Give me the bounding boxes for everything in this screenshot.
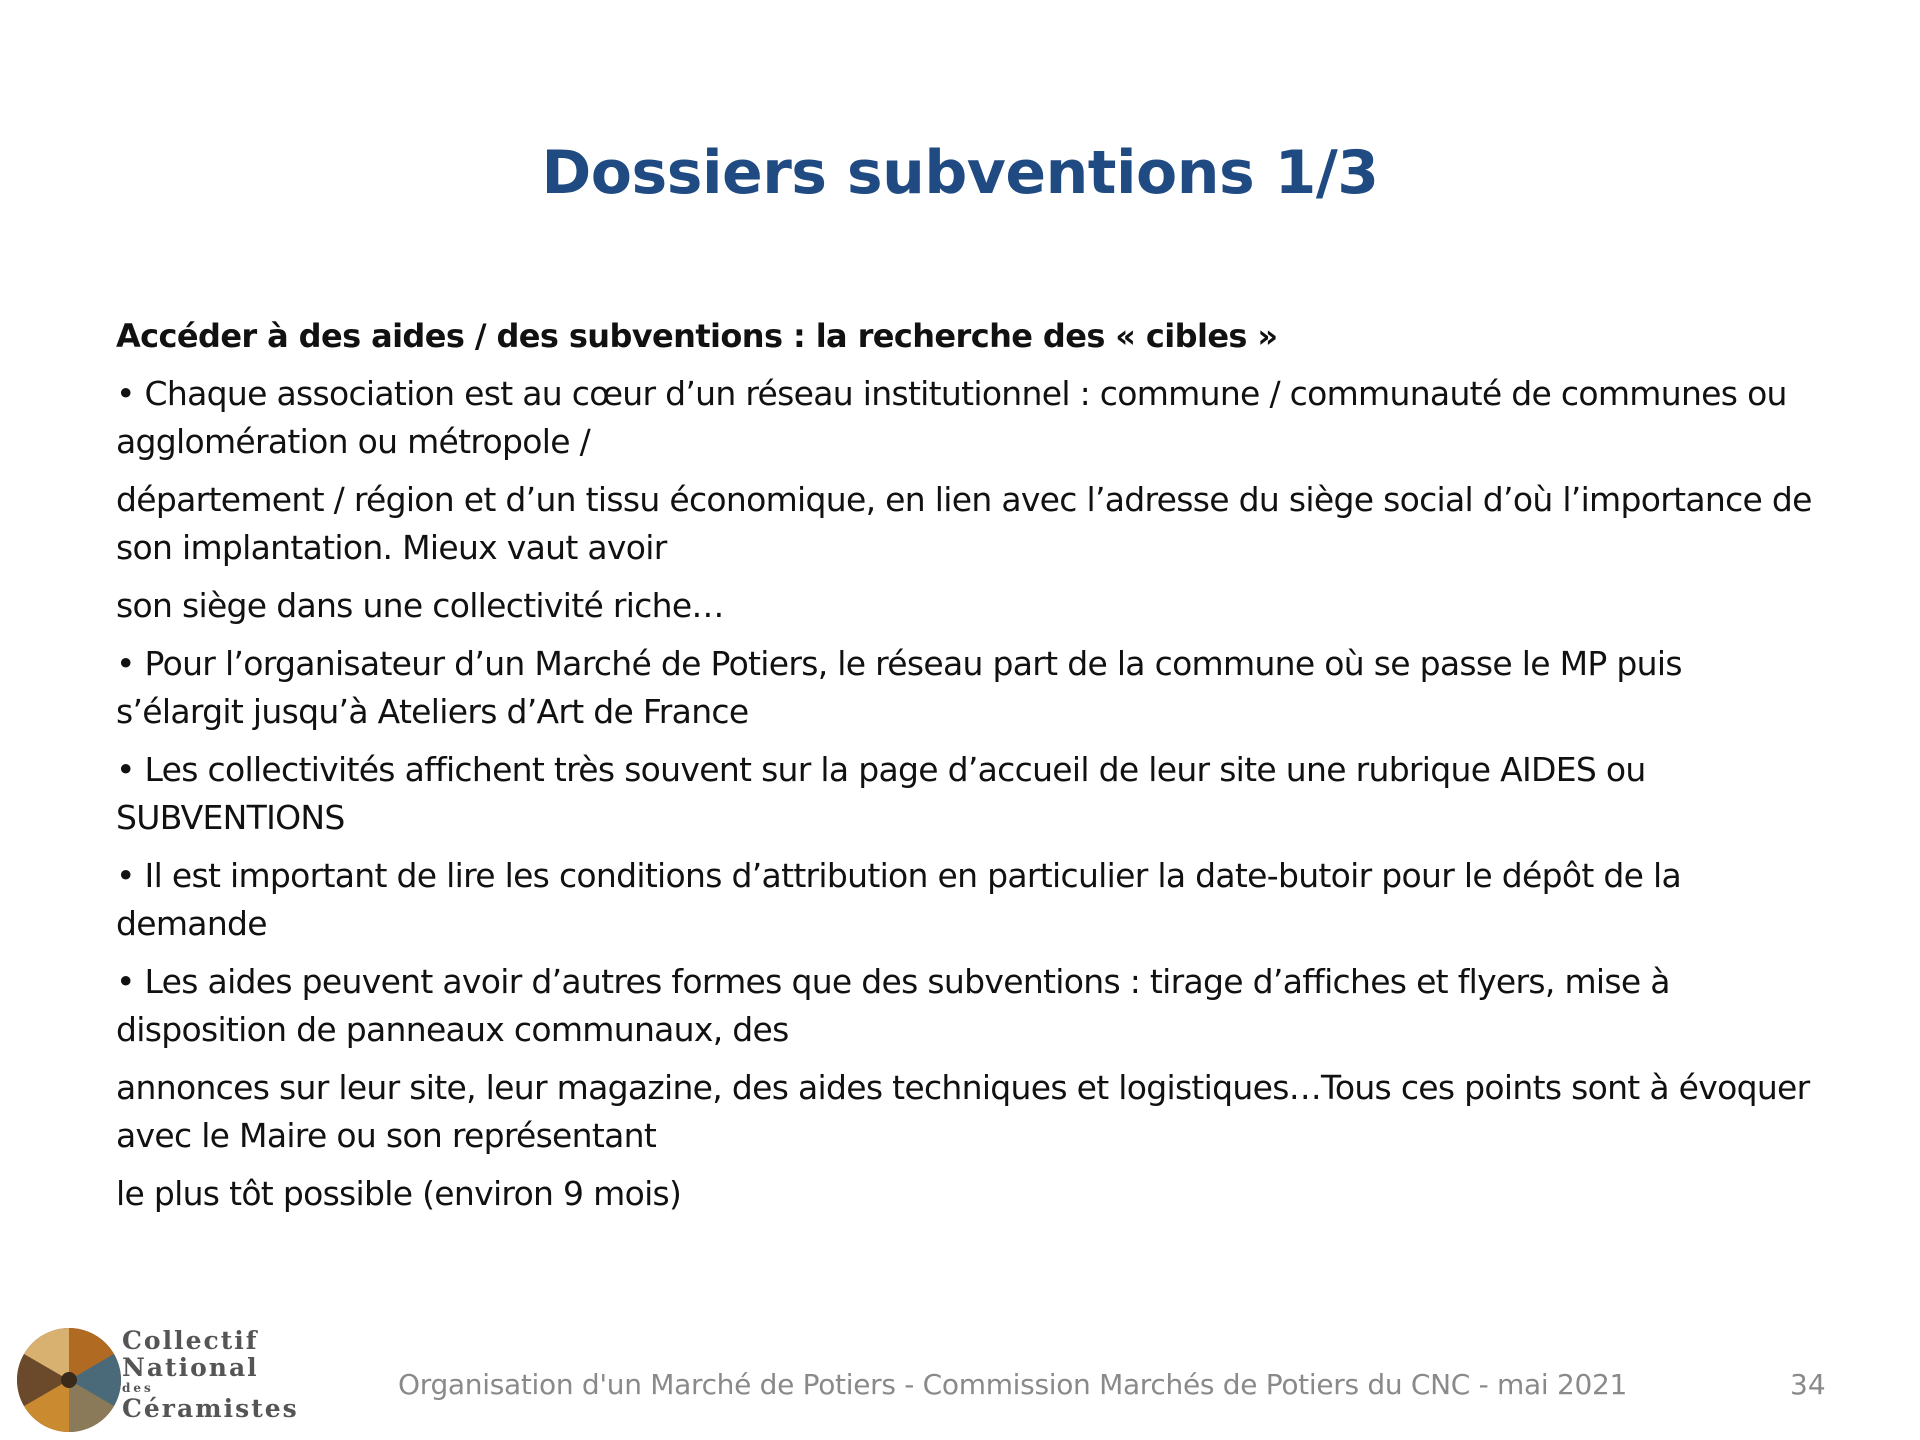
- slide-title: Dossiers subventions 1/3: [541, 138, 1379, 208]
- paragraph-3: son siège dans une collectivité riche…: [116, 586, 724, 625]
- logo-line-2: National: [122, 1353, 259, 1382]
- content-heading: Accéder à des aides / des subventions : la recherche des « cibles »: [116, 317, 1278, 355]
- cnc-logo: [14, 1318, 299, 1438]
- footer-text: Organisation d'un Marché de Potiers - Commission Marchés de Potiers du CNC - mai 2021: [398, 1368, 1628, 1401]
- paragraph-8: annonces sur leur site, leur magazine, des aides techniques et logistiques…Tous ces points sont à évoquer avec le Maire ou son représentant: [116, 1068, 1810, 1155]
- paragraph-4: • Pour l’organisateur d’un Marché de Potiers, le réseau part de la commune où se passe le MP puis s’élargit jusqu’à Ateliers d’Art de France: [116, 644, 1682, 731]
- paragraph-1: • Chaque association est au cœur d’un réseau institutionnel : commune / communauté de communes ou agglomération ou métropole /: [116, 374, 1787, 461]
- paragraph-6: • Il est important de lire les conditions d’attribution en particulier la date-butoir pour le dépôt de la demande: [116, 856, 1681, 943]
- page-number: 34: [1790, 1368, 1826, 1401]
- paragraph-2: département / région et d’un tissu économique, en lien avec l’adresse du siège social d’où l’importance de son implantation. Mieux vaut avoir: [116, 480, 1812, 567]
- logo-line-4: Céramistes: [122, 1394, 299, 1423]
- logo-line-1: Collectif: [122, 1326, 259, 1355]
- paragraph-5: • Les collectivités affichent très souvent sur la page d’accueil de leur site une rubrique AIDES ou SUBVENTIONS: [116, 750, 1646, 837]
- paragraph-9: le plus tôt possible (environ 9 mois): [116, 1174, 682, 1213]
- paragraph-7: • Les aides peuvent avoir d’autres formes que des subventions : tirage d’affiches et flyers, mise à disposition de panneaux communaux, des: [116, 962, 1670, 1049]
- ceramics-wheel-icon: [14, 1318, 124, 1438]
- logo-line-3: des: [122, 1381, 154, 1395]
- slide-content: [116, 312, 1816, 1228]
- logo-wordmark: [122, 1328, 299, 1423]
